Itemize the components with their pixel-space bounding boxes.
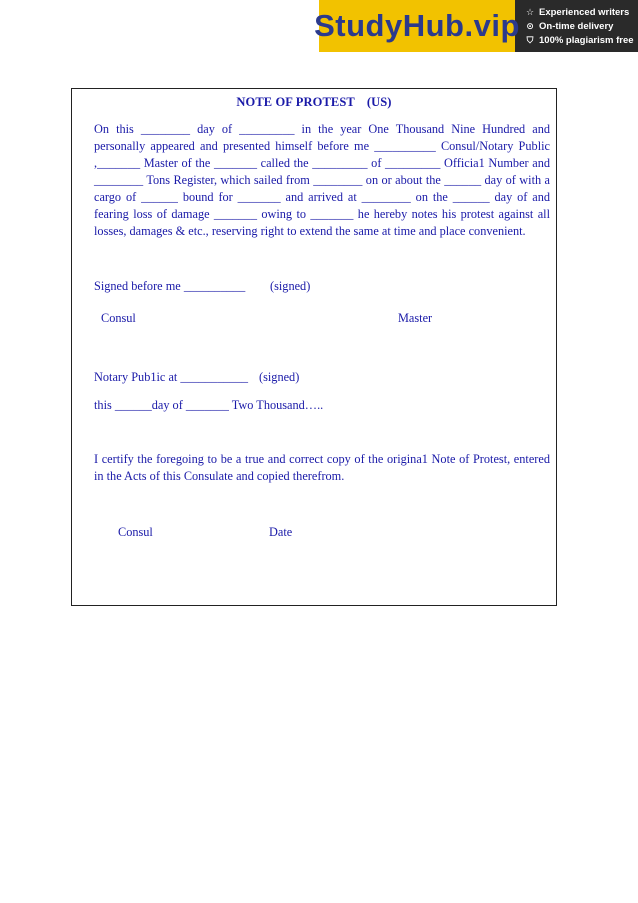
document-frame: [71, 88, 557, 606]
feature-item: [525, 7, 638, 18]
signed-mark-1: (signed): [270, 279, 311, 293]
feature-item: [525, 35, 638, 46]
signed-before-blank: __________: [183, 279, 246, 293]
watermark-banner: [314, 0, 638, 52]
feature-item: [525, 21, 638, 32]
master-label: Master: [398, 311, 433, 325]
clock-icon: ⊙: [526, 20, 534, 31]
date-label: Date: [269, 525, 293, 539]
feature-label: Experienced writers: [539, 6, 630, 18]
consul-label-1: Consul: [101, 311, 136, 325]
signed-mark-2: (signed): [259, 370, 300, 384]
studyhub-logo: StudyHub.vip: [319, 0, 515, 52]
signed-before-line: [94, 279, 245, 294]
feature-label: On-time delivery: [539, 20, 614, 32]
certify-paragraph: I certify the foregoing to be a true and correct copy of the origina1 Note of Protest, entered in the Acts of this Consulate and copied therefrom.: [94, 452, 550, 483]
feature-list: [515, 7, 638, 46]
feature-label: 100% plagiarism free: [539, 34, 634, 46]
protest-body-paragraph: On this ________ day of _________ in the year One Thousand Nine Hundred and personally appeared and presented himself before me __________ Consul/Notary Public ,_______ Master of the _______ called the _________ of _________ Officia1 Number and ________ Tons Register, which sailed from ________ on or about the ______ day of with a cargo of ______ bound for _______ and arrived at ________ on the ______ day of and fearing loss of damage _______ owing to _______ he hereby notes his protest against all losses, damages & etc., reserving right to extend the same at time and place convenient.: [94, 122, 550, 238]
notary-line: [94, 370, 248, 385]
title-main: NOTE OF PROTEST: [236, 95, 355, 109]
this-day-line: this ______day of _______ Two Thousand…..: [94, 398, 324, 412]
document-title: [72, 95, 556, 110]
shield-icon: ⛉: [526, 34, 534, 45]
title-suffix: (US): [366, 95, 392, 109]
consul-label-2: Consul: [118, 525, 153, 539]
star-icon: ☆: [525, 6, 535, 17]
notary-label: Notary Pub1ic at: [94, 370, 178, 384]
notary-blank: ___________: [180, 370, 249, 384]
signed-before-label: Signed before me: [94, 279, 181, 293]
